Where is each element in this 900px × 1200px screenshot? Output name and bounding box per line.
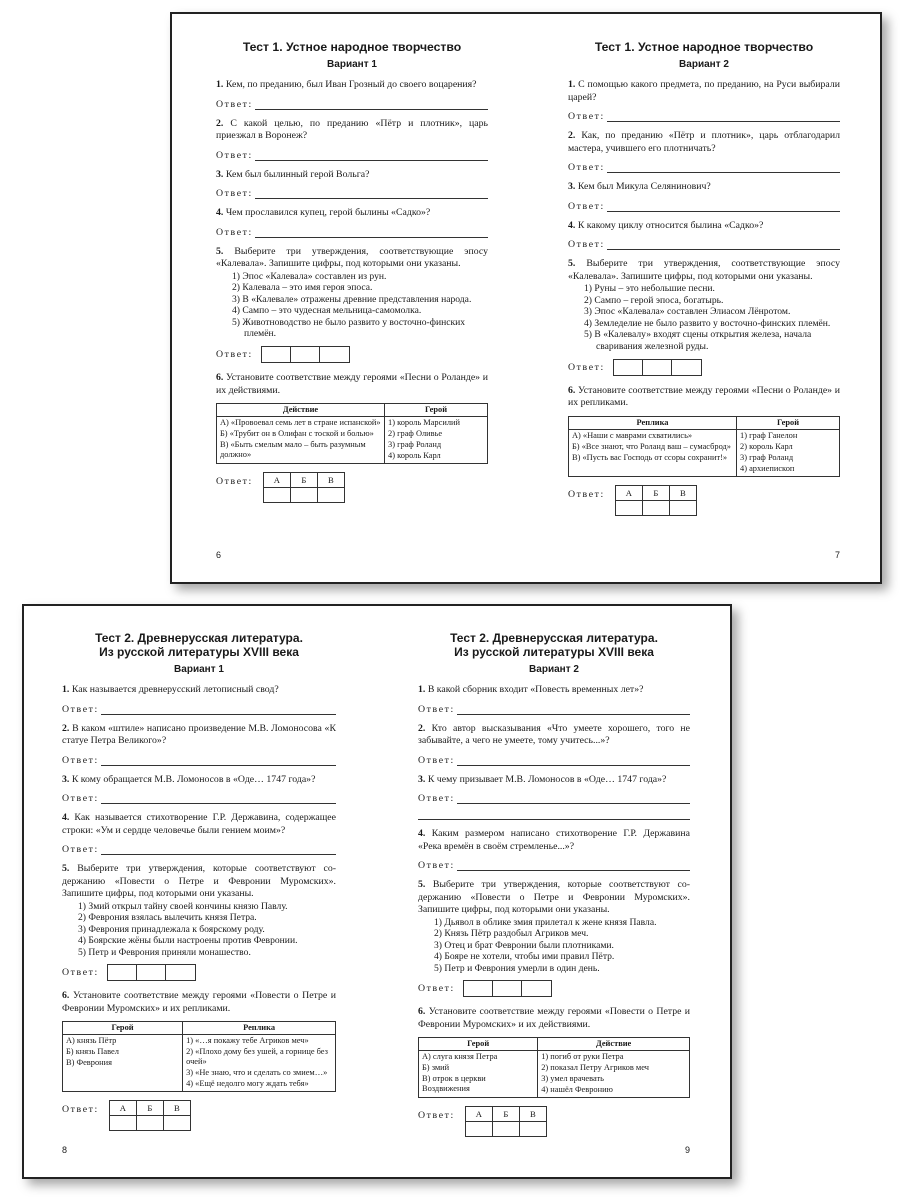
grid-header: Б [492, 1107, 519, 1122]
test-title-line: Из русской литературы XVIII века [99, 644, 299, 659]
options-list [216, 271, 488, 341]
table-cell-item: 3) граф Роланд [388, 440, 442, 450]
table-cell-item: 3) граф Роланд [740, 452, 794, 462]
answer-field[interactable] [101, 705, 336, 715]
question-number: 1. [62, 684, 70, 695]
answer-box[interactable] [291, 347, 320, 362]
answer-box[interactable] [108, 965, 137, 980]
table-cell-item: В) отрок в церкви Воздвижения [422, 1074, 486, 1094]
table-cell-item: Б) «Все знают, что Роланд ваш – сумасброд» [572, 441, 731, 451]
answer-grid [263, 472, 345, 503]
grid-answer-cell[interactable] [263, 488, 290, 503]
option-item: 5) Петр и Феврония умерли в один день. [434, 962, 600, 974]
grid-header: Б [642, 485, 669, 500]
question-q6 [62, 990, 336, 1015]
grid-header: А [263, 473, 290, 488]
answer-label: Ответ: [568, 239, 605, 250]
question-number: 3. [568, 181, 576, 192]
question-text: Как, по преданию «Пётр и плотник», царь отблагодарил мастера, учившего его плотничать? [568, 130, 841, 154]
answer-label: Ответ: [418, 703, 455, 715]
question-text: Чем прославился купец, герой былины «Садко»? [225, 207, 431, 218]
question-text: Установите соответствие между героями «Песни о Роланде» и их действиями. [216, 372, 488, 396]
question-text: Выберите три утверждения, соответствующие эпосу «Калевала». Запишите цифры, под которыми они указаны. [568, 258, 840, 282]
answer-label: Ответ: [568, 111, 605, 122]
table-cell-item: В) «Пусть вас Господь от ссоры сохранит!» [572, 452, 728, 462]
option-item: 3) Отец и брат Февронии были плотниками. [434, 939, 614, 951]
spread-test-2 [22, 604, 732, 1179]
grid-header: В [163, 1101, 190, 1116]
grid-header: Б [136, 1101, 163, 1116]
option-item: 5) Животноводство не было развито у восточно-финских племён. [232, 316, 466, 340]
grid-answer-cell[interactable] [163, 1116, 190, 1131]
grid-header: В [317, 473, 344, 488]
answer-label: Ответ: [568, 488, 605, 500]
question-number: 4. [418, 828, 426, 839]
question-q5 [418, 879, 690, 917]
question-q1 [216, 79, 488, 92]
table-cell-item: А) «Наши с маврами схватились» [572, 430, 693, 440]
answer-label: Ответ: [216, 476, 253, 488]
question-text: Установите соответствие между героями «Повести о Петре и Февронии Муромских» и их действиями. [418, 1006, 691, 1030]
question-number: 3. [418, 773, 426, 785]
variant-label: Вариант 1 [327, 59, 377, 70]
answer-field[interactable] [101, 845, 336, 855]
answer-box[interactable] [493, 981, 522, 996]
question-q6 [216, 372, 488, 397]
answer-row [418, 857, 690, 871]
grid-answer-cell[interactable] [290, 488, 317, 503]
answer-field[interactable] [457, 705, 690, 715]
answer-boxes [107, 964, 196, 981]
question-text: Выберите три утверждения, которые соответствуют содержанию «Повести о Петре и Февронии Муромских». Запишите цифры, под которыми они указаны. [418, 879, 691, 915]
answer-row [62, 752, 336, 766]
answer-field[interactable] [457, 756, 690, 766]
table-cell-item: 3) «Не знаю, что и сделать со змием…» [186, 1068, 328, 1078]
left-column [419, 1051, 538, 1098]
question-number: 2. [418, 722, 426, 734]
question-q3 [62, 774, 336, 787]
question-q2 [62, 723, 336, 748]
answer-label: Ответ: [62, 793, 99, 804]
right-column [183, 1035, 336, 1092]
question-text: Установите соответствие между героями «Повести о Петре и Февронии Муромских» и их репликами. [62, 990, 337, 1014]
test-title-line: Тест 2. Древнерусская литература. [95, 631, 303, 645]
answer-row [418, 790, 690, 804]
column-header: Действие [217, 404, 385, 417]
table-cell-item: 1) король Марсилий [388, 418, 460, 428]
variant-label: Вариант 1 [174, 664, 224, 675]
answer-row [216, 147, 488, 161]
answer-field[interactable] [457, 794, 690, 804]
answer-field[interactable] [101, 756, 336, 766]
question-q6 [568, 385, 840, 410]
option-item: 1) Дьявол в облике змия прилетал к жене князя Павла. [434, 916, 657, 928]
grid-header: В [519, 1107, 546, 1122]
question-q4 [216, 207, 488, 220]
question-text: К какому циклу относится былина «Садко»? [577, 219, 764, 231]
answer-grid-row [216, 472, 488, 503]
table-cell-item: 1) «…я покажу тебе Агриков меч» [186, 1036, 309, 1046]
table-cell-item: А) слуга князя Петра [422, 1052, 498, 1062]
answer-label: Ответ: [216, 98, 253, 110]
answer-box[interactable] [166, 965, 195, 980]
grid-answer-cell[interactable] [642, 500, 669, 515]
test-title [216, 40, 488, 54]
grid-header: А [615, 485, 642, 500]
answer-field[interactable] [101, 794, 336, 804]
spread-test-1 [170, 12, 882, 584]
question-q4 [418, 828, 690, 853]
grid-header: А [465, 1107, 492, 1122]
answer-box[interactable] [137, 965, 166, 980]
option-item: 4) Земледелие не было развито у восточно-финских племён. [584, 317, 831, 329]
answer-box[interactable] [464, 981, 493, 996]
answer-box[interactable] [522, 981, 551, 996]
column-header: Реплика [183, 1022, 336, 1035]
question-text: Кем был Микула Селянинович? [577, 181, 711, 192]
answer-boxes-row [62, 964, 336, 981]
answer-label: Ответ: [418, 754, 455, 766]
option-item: 2) Калевала – это имя героя эпоса. [232, 282, 373, 294]
option-item: 2) Феврония взялась вылечить князя Петра. [78, 912, 257, 924]
option-item: 4) Боярские жёны были настроены против Февронии. [78, 935, 298, 947]
answer-row [568, 198, 840, 212]
answer-grid [615, 485, 697, 516]
left-column [63, 1035, 183, 1092]
answer-field[interactable] [607, 163, 840, 173]
table-cell-item: 4) архиепископ [740, 463, 795, 473]
answer-field[interactable] [255, 151, 488, 161]
answer-row [418, 752, 690, 766]
question-q4 [568, 220, 840, 233]
option-item: 1) Руны – это небольшие песни. [584, 283, 715, 294]
question-text: В какой сборник входит «Повесть временных лет»? [427, 684, 644, 695]
test-title-line: Тест 1. Устное народное творчество [242, 40, 462, 54]
table-cell-item: Б) князь Павел [66, 1047, 119, 1057]
option-item: 4) Бояре не хотели, чтобы ими правил Пётр. [434, 951, 615, 963]
table-cell-item: 2) «Плохо дому без ушей, а горнице без очей» [186, 1047, 328, 1067]
question-number: 5. [418, 879, 426, 890]
question-number: 2. [62, 722, 70, 734]
answer-label: Ответ: [216, 149, 253, 161]
option-item: 3) В «Калевале» отражены древние представления народа. [232, 293, 472, 305]
table-cell-item: В) Феврония [66, 1058, 112, 1068]
question-text: Как называется стихотворение Г.Р. Державина, содержащее строки: «Ум и сердце человечье были гением моим»? [62, 812, 336, 836]
question-number: 4. [62, 812, 70, 823]
table-cell-item: Б) «Трубит он в Олифан с тоской и болью» [220, 429, 374, 439]
question-text: Кем, по преданию, был Иван Грозный до своего воцарения? [225, 79, 477, 90]
question-q3 [418, 774, 690, 787]
grid-answer-cell[interactable] [615, 500, 642, 515]
page-7 [568, 14, 840, 582]
answer-row [418, 701, 690, 715]
question-q1 [568, 79, 840, 104]
grid-header: В [669, 485, 696, 500]
test-title-line: Из русской литературы XVIII века [454, 644, 654, 659]
answer-field-extra[interactable] [418, 806, 690, 820]
right-column [385, 417, 488, 464]
matching-table [216, 403, 488, 464]
column-header: Герой [737, 416, 840, 429]
option-item: 3) Эпос «Калевала» составлен Элиасом Лёнротом. [584, 306, 791, 318]
question-text: Выберите три утверждения, которые соответствуют содержанию «Повести о Петре и Февронии Муромских». Запишите цифры, под которыми они указаны. [62, 863, 336, 899]
right-column [538, 1051, 690, 1098]
question-number: 1. [568, 79, 576, 90]
grid-answer-cell[interactable] [109, 1116, 136, 1131]
option-item: 1) Змий открыл тайну своей кончины князю Павлу. [78, 900, 288, 912]
answer-row [568, 108, 840, 122]
table-cell-item: 4) король Карл [388, 451, 441, 461]
answer-boxes-row [418, 980, 690, 997]
answer-label: Ответ: [568, 361, 605, 373]
answer-box[interactable] [320, 347, 349, 362]
table-cell-item: 2) король Карл [740, 441, 793, 451]
answer-row [62, 790, 336, 804]
column-header: Герой [419, 1038, 538, 1051]
answer-label: Ответ: [62, 1104, 99, 1116]
question-number: 5. [216, 245, 224, 257]
option-item: 3) Феврония принадлежала к боярскому роду. [78, 923, 265, 935]
table-cell-item: 4) нашёл Февронию [541, 1085, 613, 1095]
answer-field[interactable] [255, 100, 488, 110]
option-item: 4) Сампо – это чудесная мельница-самомолка. [232, 305, 422, 317]
test-title [568, 40, 840, 54]
table-cell-item: 2) показал Петру Агриков меч [541, 1063, 649, 1073]
answer-boxes-row [568, 359, 840, 376]
question-number: 5. [568, 258, 576, 269]
page-number: 6 [216, 550, 222, 560]
question-q2 [568, 130, 840, 155]
question-text: Каким размером написано стихотворение Г.Р. Державина «Река времён в своём стремленье...»? [418, 828, 690, 852]
table-cell-item: 1) граф Ганелон [740, 430, 798, 440]
answer-box[interactable] [614, 360, 643, 375]
answer-row [216, 185, 488, 199]
question-number: 6. [418, 1006, 426, 1018]
answer-field[interactable] [607, 240, 840, 250]
table-cell-item: 3) умел врачевать [541, 1074, 604, 1084]
question-text: Установите соответствие между героями «Песни о Роланде» и их репликами. [568, 384, 840, 409]
page-number: 9 [684, 1145, 690, 1155]
answer-field[interactable] [255, 228, 488, 238]
options-list [418, 917, 690, 975]
option-item: 5) Петр и Феврония приняли монашество. [78, 946, 251, 958]
question-number: 4. [216, 207, 224, 218]
answer-row [568, 236, 840, 250]
question-number: 3. [216, 168, 224, 180]
answer-label: Ответ: [62, 703, 99, 715]
option-item: 1) Эпос «Калевала» составлен из рун. [232, 270, 387, 282]
table-cell-item: 2) граф Оливье [388, 429, 443, 439]
grid-answer-cell[interactable] [317, 488, 344, 503]
question-text: К кому обращается М.В. Ломоносов в «Оде… 1747 года»? [71, 773, 316, 785]
table-cell-item: А) «Провоевал семь лет в стране испанской» [220, 418, 381, 428]
grid-answer-cell[interactable] [465, 1122, 492, 1137]
answer-box[interactable] [643, 360, 672, 375]
grid-answer-cell[interactable] [669, 500, 696, 515]
page-6 [216, 14, 488, 582]
grid-answer-cell[interactable] [136, 1116, 163, 1131]
grid-header: А [109, 1101, 136, 1116]
question-text: Кем был былинный герой Вольга? [225, 168, 370, 180]
answer-box[interactable] [672, 360, 701, 375]
question-q4 [62, 812, 336, 837]
answer-boxes [613, 359, 702, 376]
test-title-line: Тест 2. Древнерусская литература. [450, 631, 658, 645]
matching-table [418, 1037, 690, 1098]
answer-field[interactable] [255, 189, 488, 199]
page-8 [62, 606, 336, 1177]
question-q5 [216, 246, 488, 271]
grid-answer-cell[interactable] [492, 1122, 519, 1137]
test-title-line: Тест 1. Устное народное творчество [594, 40, 814, 54]
matching-table [62, 1021, 336, 1092]
question-q1 [418, 684, 690, 697]
answer-label: Ответ: [418, 983, 455, 995]
question-text: К чему призывает М.В. Ломоносов в «Оде… 1747 года»? [427, 773, 667, 785]
option-item: 5) В «Калевалу» входят сцены открытия железа, начала сваривания железной руды. [584, 329, 812, 352]
question-text: С какой целью, по преданию «Пётр и плотник», царь приезжал в Воронеж? [216, 117, 488, 141]
table-cell-item: В) «Быть смелым мало – быть разумным должно» [220, 440, 366, 460]
answer-row [568, 159, 840, 173]
answer-row [62, 841, 336, 855]
answer-label: Ответ: [62, 844, 99, 855]
question-text: Кто автор высказывания «Что умеете хорошего, того не забывайте, а чего не умеете, тому учитесь...»? [418, 722, 690, 746]
answer-row [62, 701, 336, 715]
question-number: 1. [418, 684, 426, 695]
question-number: 5. [62, 863, 70, 874]
answer-box[interactable] [262, 347, 291, 362]
question-q5 [62, 863, 336, 901]
options-list [62, 901, 336, 959]
table-cell-item: А) князь Пётр [66, 1036, 117, 1046]
question-text: Выберите три утверждения, соответствующие эпосу «Калевала». Запишите цифры, под которыми они указаны. [216, 245, 488, 269]
question-q3 [216, 169, 488, 182]
question-q3 [568, 181, 840, 194]
answer-boxes [261, 346, 350, 363]
question-number: 6. [568, 384, 576, 396]
question-text: В каком «штиле» написано произведение М.В. Ломоносова «К статуе Петра Великого»? [62, 722, 336, 746]
answer-label: Ответ: [62, 967, 99, 979]
question-number: 6. [62, 990, 70, 1002]
question-q1 [62, 684, 336, 697]
matching-table [568, 416, 840, 477]
answer-label: Ответ: [568, 162, 605, 173]
question-number: 1. [216, 79, 224, 90]
question-q5 [568, 258, 840, 283]
answer-label: Ответ: [418, 860, 455, 871]
variant-label: Вариант 2 [679, 59, 729, 70]
left-column [217, 417, 385, 464]
answer-label: Ответ: [418, 793, 455, 804]
answer-label: Ответ: [216, 188, 253, 199]
column-header: Герой [385, 404, 488, 417]
table-cell-item: 1) погиб от руки Петра [541, 1052, 624, 1062]
answer-grid-row [418, 1106, 690, 1137]
answer-label: Ответ: [216, 349, 253, 361]
question-q2 [418, 723, 690, 748]
question-number: 2. [568, 130, 576, 141]
answer-grid-row [568, 485, 840, 516]
table-cell-item: 4) «Ещё недолго могу ждать тебя» [186, 1079, 309, 1089]
page-number: 8 [62, 1145, 68, 1155]
right-column [737, 429, 840, 476]
answer-boxes [463, 980, 552, 997]
answer-label: Ответ: [62, 754, 99, 766]
grid-header: Б [290, 473, 317, 488]
answer-label: Ответ: [568, 200, 605, 212]
answer-grid-row [62, 1100, 336, 1131]
question-number: 2. [216, 117, 224, 129]
answer-row [216, 96, 488, 110]
table-cell-item: Б) змий [422, 1063, 450, 1073]
column-header: Действие [538, 1038, 690, 1051]
answer-field[interactable] [457, 861, 690, 871]
answer-grid [109, 1100, 191, 1131]
answer-field[interactable] [607, 112, 840, 122]
answer-grid [465, 1106, 547, 1137]
question-number: 6. [216, 372, 224, 384]
page-9 [418, 606, 690, 1177]
answer-field[interactable] [607, 202, 840, 212]
left-column [569, 429, 737, 476]
grid-answer-cell[interactable] [519, 1122, 546, 1137]
options-list [568, 283, 840, 353]
column-header: Реплика [569, 416, 737, 429]
column-header: Герой [63, 1022, 183, 1035]
question-number: 4. [568, 219, 576, 231]
variant-label: Вариант 2 [529, 664, 579, 675]
question-q2 [216, 118, 488, 143]
answer-label: Ответ: [418, 1110, 455, 1122]
question-q6 [418, 1006, 690, 1031]
answer-label: Ответ: [216, 226, 253, 238]
answer-row [216, 224, 488, 238]
question-text: С помощью какого предмета, по преданию, на Руси выбирали царей? [568, 79, 840, 103]
question-text: Как называется древнерусский летописный свод? [71, 684, 279, 695]
page-number: 7 [834, 550, 840, 560]
test-title [418, 632, 690, 659]
answer-boxes-row [216, 346, 488, 363]
option-item: 2) Князь Пётр раздобыл Агриков меч. [434, 928, 589, 940]
test-title [62, 632, 336, 659]
option-item: 2) Сампо – герой эпоса, богатырь. [584, 294, 724, 306]
question-number: 3. [62, 773, 70, 785]
